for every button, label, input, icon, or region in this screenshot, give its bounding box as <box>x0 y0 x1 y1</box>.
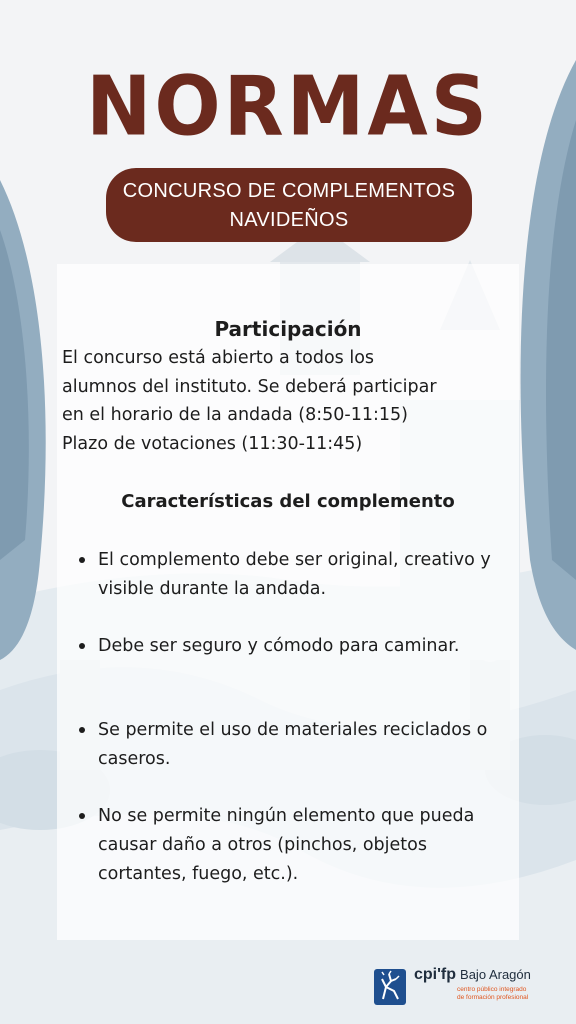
subtitle-line-2: NAVIDEÑOS <box>229 209 349 231</box>
participacion-line: Plazo de votaciones (11:30-11:45) <box>62 433 363 454</box>
deer-emblem-icon <box>374 969 406 1005</box>
subtitle-line-1: CONCURSO DE COMPLEMENTOS <box>122 180 456 202</box>
participacion-line: alumnos del instituto. Se deberá participar <box>62 376 437 397</box>
participacion-text <box>62 344 512 458</box>
bullet-icon <box>79 813 85 819</box>
participacion-heading: Participación <box>214 317 362 341</box>
list-item-text: Debe ser seguro y cómodo para caminar. <box>98 636 460 656</box>
logo-subtitle: de formación profesional <box>457 994 529 1001</box>
page-title: NORMAS <box>86 59 490 155</box>
bullet-icon <box>79 643 85 649</box>
list-item-text: No se permite ningún elemento que pueda causar daño a otros (pinchos, objetos cortantes, fuego, etc.). <box>98 806 475 884</box>
logo-brand: cpi'fp <box>414 966 457 983</box>
logo-name <box>414 966 531 984</box>
bullet-icon <box>79 727 85 733</box>
logo-subtitle: centro público integrado <box>457 986 527 993</box>
bullet-icon <box>79 557 85 563</box>
participacion-line: en el horario de la andada (8:50-11:15) <box>62 405 408 425</box>
caracteristicas-heading: Características del complemento <box>121 491 455 512</box>
logo-place: Bajo Aragón <box>460 967 531 982</box>
list-item-text: El complemento debe ser original, creativo y visible durante la andada. <box>98 550 491 599</box>
list-item-text: Se permite el uso de materiales reciclados o caseros. <box>98 720 488 769</box>
participacion-line: El concurso está abierto a todos los <box>62 348 375 368</box>
school-logo <box>374 966 544 1006</box>
subtitle-badge <box>106 168 472 242</box>
